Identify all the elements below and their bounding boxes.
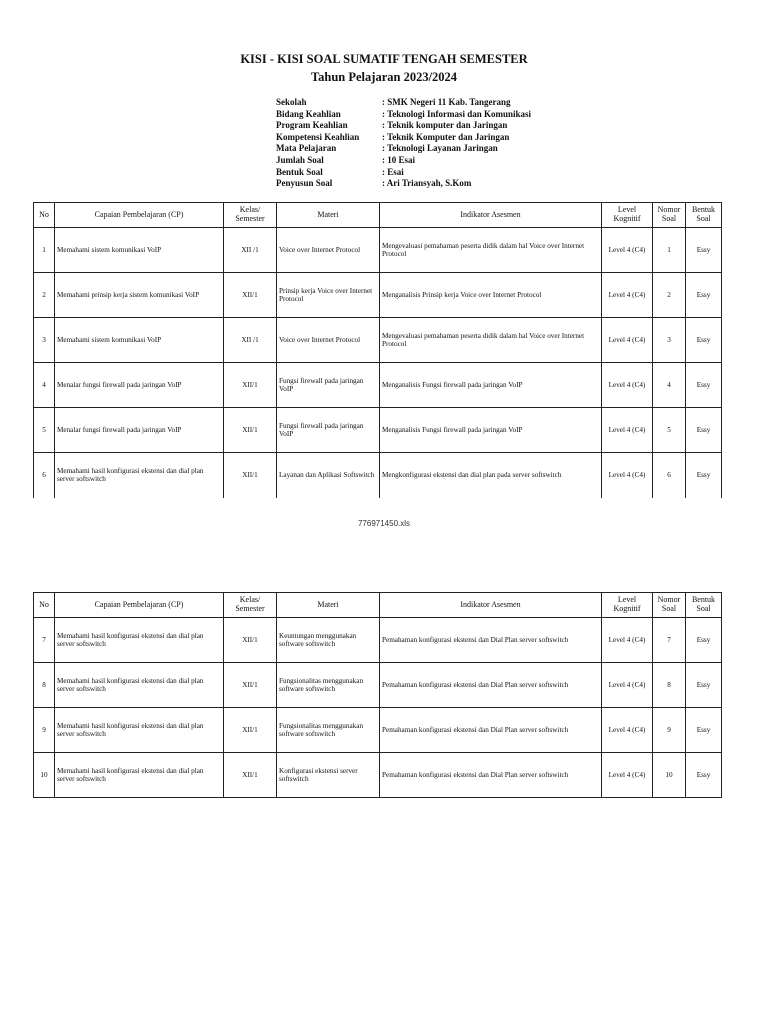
table-row <box>34 708 722 753</box>
cell-no: 10 <box>34 753 55 798</box>
info-row-penyusun-soal <box>276 178 531 190</box>
cell-kelas: XII/1 <box>224 618 277 663</box>
cell-indikator: Pemahaman konfigurasi ekstensi dan Dial Plan server softswitch <box>380 708 602 753</box>
cell-cp: Memahami hasil konfigurasi ekstensi dan dial plan server softswitch <box>55 753 224 798</box>
table-header-row <box>34 203 722 228</box>
header-bentuk: Bentuk Soal <box>686 203 722 228</box>
table-row <box>34 453 722 498</box>
cell-nomor: 7 <box>653 618 686 663</box>
cell-indikator: Mengkonfigurasi ekstensi dan dial plan pada server softswitch <box>380 453 602 498</box>
info-value: : Teknologi Informasi dan Komunikasi <box>382 108 532 119</box>
cell-bentuk: Essy <box>686 618 722 663</box>
header-materi: Materi <box>277 593 380 618</box>
cell-indikator: Menganalisis Fungsi firewall pada jaringan VoIP <box>380 408 602 453</box>
cell-level: Level 4 (C4) <box>602 663 653 708</box>
cell-materi: Fungsi firewall pada jaringan VoIP <box>277 363 380 408</box>
info-value: : SMK Negeri 11 Kab. Tangerang <box>382 97 511 107</box>
cell-cp: Memahami hasil konfigurasi ekstensi dan dial plan server softswitch <box>55 618 224 663</box>
cell-kelas: XII/1 <box>224 273 277 318</box>
kisi-table-page-2 <box>33 592 722 798</box>
table-row <box>34 318 722 363</box>
info-row-mata-pelajaran <box>276 143 531 155</box>
header-level: Level Kognitif <box>602 203 653 228</box>
header-kelas: Kelas/ Semester <box>224 203 277 228</box>
cell-indikator: Menganalisis Fungsi firewall pada jaringan VoIP <box>380 363 602 408</box>
cell-no: 4 <box>34 363 55 408</box>
cell-materi: Fungsi firewall pada jaringan VoIP <box>277 408 380 453</box>
table-row <box>34 273 722 318</box>
cell-materi: Voice over Internet Protocol <box>277 318 380 363</box>
cell-no: 7 <box>34 618 55 663</box>
table-row <box>34 753 722 798</box>
cell-materi: Fungsionalitas menggunakan software softswitch <box>277 708 380 753</box>
cell-cp: Memahami sistem komunikasi VoIP <box>55 228 224 273</box>
cell-kelas: XII /1 <box>224 318 277 363</box>
table-row <box>34 228 722 273</box>
cell-no: 8 <box>34 663 55 708</box>
info-label: Jumlah Soal <box>276 154 324 165</box>
cell-no: 2 <box>34 273 55 318</box>
cell-indikator: Pemahaman konfigurasi ekstensi dan Dial Plan server softswitch <box>380 663 602 708</box>
cell-level: Level 4 (C4) <box>602 753 653 798</box>
info-value: : Teknologi Layanan Jaringan <box>382 143 498 154</box>
cell-bentuk: Essy <box>686 318 722 363</box>
info-label: Penyusun Soal <box>276 178 333 189</box>
cell-bentuk: Essy <box>686 363 722 408</box>
info-row-sekolah <box>276 97 531 109</box>
cell-level: Level 4 (C4) <box>602 363 653 408</box>
cell-bentuk: Essy <box>686 228 722 273</box>
cell-no: 9 <box>34 708 55 753</box>
table-row <box>34 663 722 708</box>
header-cp: Capaian Pembelajaran (CP) <box>55 203 224 228</box>
cell-kelas: XII/1 <box>224 363 277 408</box>
cell-bentuk: Essy <box>686 273 722 318</box>
info-value: : Esai <box>382 166 404 177</box>
info-row-bentuk-soal <box>276 167 531 179</box>
document-subtitle: Tahun Pelajaran 2023/2024 <box>310 70 458 84</box>
cell-materi: Voice over Internet Protocol <box>277 228 380 273</box>
cell-nomor: 1 <box>653 228 686 273</box>
cell-materi: Prinsip kerja Voice over Internet Protocol <box>277 273 380 318</box>
document-title: KISI - KISI SOAL SUMATIF TENGAH SEMESTER <box>240 52 528 66</box>
cell-materi: Layanan dan Aplikasi Softswitch <box>277 453 380 498</box>
kisi-table-page-1 <box>33 202 722 498</box>
info-value: : Ari Triansyah, S.Kom <box>382 178 472 189</box>
info-row-jumlah-soal <box>276 155 531 167</box>
info-label: Bidang Keahlian <box>276 108 341 119</box>
cell-bentuk: Essy <box>686 663 722 708</box>
table-row <box>34 408 722 453</box>
cell-cp: Memahami prinsip kerja sistem komunikasi VoIP <box>55 273 224 318</box>
info-row-bidang-keahlian <box>276 109 531 121</box>
cell-materi: Fungsionalitas menggunakan software softswitch <box>277 663 380 708</box>
cell-materi: Keuntungan menggunakan software softswitch <box>277 618 380 663</box>
cell-level: Level 4 (C4) <box>602 618 653 663</box>
cell-no: 1 <box>34 228 55 273</box>
cell-materi: Konfigurasi ekstensi server softswitch <box>277 753 380 798</box>
cell-level: Level 4 (C4) <box>602 453 653 498</box>
header-indikator: Indikator Asesmen <box>380 593 602 618</box>
cell-nomor: 10 <box>653 753 686 798</box>
cell-bentuk: Essy <box>686 708 722 753</box>
cell-nomor: 9 <box>653 708 686 753</box>
cell-level: Level 4 (C4) <box>602 273 653 318</box>
cell-cp: Menalar fungsi firewall pada jaringan VoIP <box>55 363 224 408</box>
cell-nomor: 5 <box>653 408 686 453</box>
info-label: Program Keahlian <box>276 120 348 131</box>
sheet-filename: 776971450.xls <box>357 519 411 528</box>
cell-indikator: Pemahaman konfigurasi ekstensi dan Dial Plan server softswitch <box>380 753 602 798</box>
cell-cp: Memahami hasil konfigurasi ekstensi dan dial plan server softswitch <box>55 453 224 498</box>
info-label: Bentuk Soal <box>276 166 323 177</box>
cell-indikator: Pemahaman konfigurasi ekstensi dan Dial Plan server softswitch <box>380 618 602 663</box>
cell-nomor: 6 <box>653 453 686 498</box>
header-cp: Capaian Pembelajaran (CP) <box>55 593 224 618</box>
cell-kelas: XII/1 <box>224 453 277 498</box>
info-value: : 10 Esai <box>382 154 416 165</box>
header-kelas: Kelas/ Semester <box>224 593 277 618</box>
cell-cp: Memahami hasil konfigurasi ekstensi dan dial plan server softswitch <box>55 663 224 708</box>
cell-no: 3 <box>34 318 55 363</box>
cell-cp: Memahami hasil konfigurasi ekstensi dan dial plan server softswitch <box>55 708 224 753</box>
cell-level: Level 4 (C4) <box>602 408 653 453</box>
info-value: : Teknik komputer dan Jaringan <box>382 120 508 131</box>
cell-no: 6 <box>34 453 55 498</box>
header-bentuk: Bentuk Soal <box>686 593 722 618</box>
cell-kelas: XII/1 <box>224 663 277 708</box>
cell-cp: Memahami sistem komunikasi VoIP <box>55 318 224 363</box>
cell-kelas: XII/1 <box>224 753 277 798</box>
info-row-kompetensi-keahlian <box>276 132 531 144</box>
table-row <box>34 618 722 663</box>
header-indikator: Indikator Asesmen <box>380 203 602 228</box>
info-label: Kompetensi Keahlian <box>276 131 360 142</box>
table-row <box>34 363 722 408</box>
table-header-row <box>34 593 722 618</box>
cell-bentuk: Essy <box>686 453 722 498</box>
header-level: Level Kognitif <box>602 593 653 618</box>
cell-kelas: XII /1 <box>224 228 277 273</box>
info-label: Sekolah <box>276 97 307 107</box>
identity-block <box>276 97 531 190</box>
cell-indikator: Menganalisis Prinsip kerja Voice over Internet Protocol <box>380 273 602 318</box>
cell-level: Level 4 (C4) <box>602 318 653 363</box>
header-no: No <box>34 593 55 618</box>
header-materi: Materi <box>277 203 380 228</box>
info-value: : Teknik Komputer dan Jaringan <box>382 131 510 142</box>
cell-cp: Menalar fungsi firewall pada jaringan VoIP <box>55 408 224 453</box>
cell-kelas: XII/1 <box>224 708 277 753</box>
header-nomor: Nomor Soal <box>653 593 686 618</box>
cell-nomor: 8 <box>653 663 686 708</box>
header-nomor: Nomor Soal <box>653 203 686 228</box>
cell-bentuk: Essy <box>686 753 722 798</box>
cell-indikator: Mengevaluasi pemahaman peserta didik dalam hal Voice over Internet Protocol <box>380 228 602 273</box>
cell-level: Level 4 (C4) <box>602 708 653 753</box>
info-row-program-keahlian <box>276 120 531 132</box>
cell-no: 5 <box>34 408 55 453</box>
cell-bentuk: Essy <box>686 408 722 453</box>
cell-kelas: XII/1 <box>224 408 277 453</box>
cell-level: Level 4 (C4) <box>602 228 653 273</box>
cell-indikator: Mengevaluasi pemahaman peserta didik dalam hal Voice over Internet Protocol <box>380 318 602 363</box>
cell-nomor: 2 <box>653 273 686 318</box>
cell-nomor: 3 <box>653 318 686 363</box>
info-label: Mata Pelajaran <box>276 143 337 154</box>
cell-nomor: 4 <box>653 363 686 408</box>
header-no: No <box>34 203 55 228</box>
